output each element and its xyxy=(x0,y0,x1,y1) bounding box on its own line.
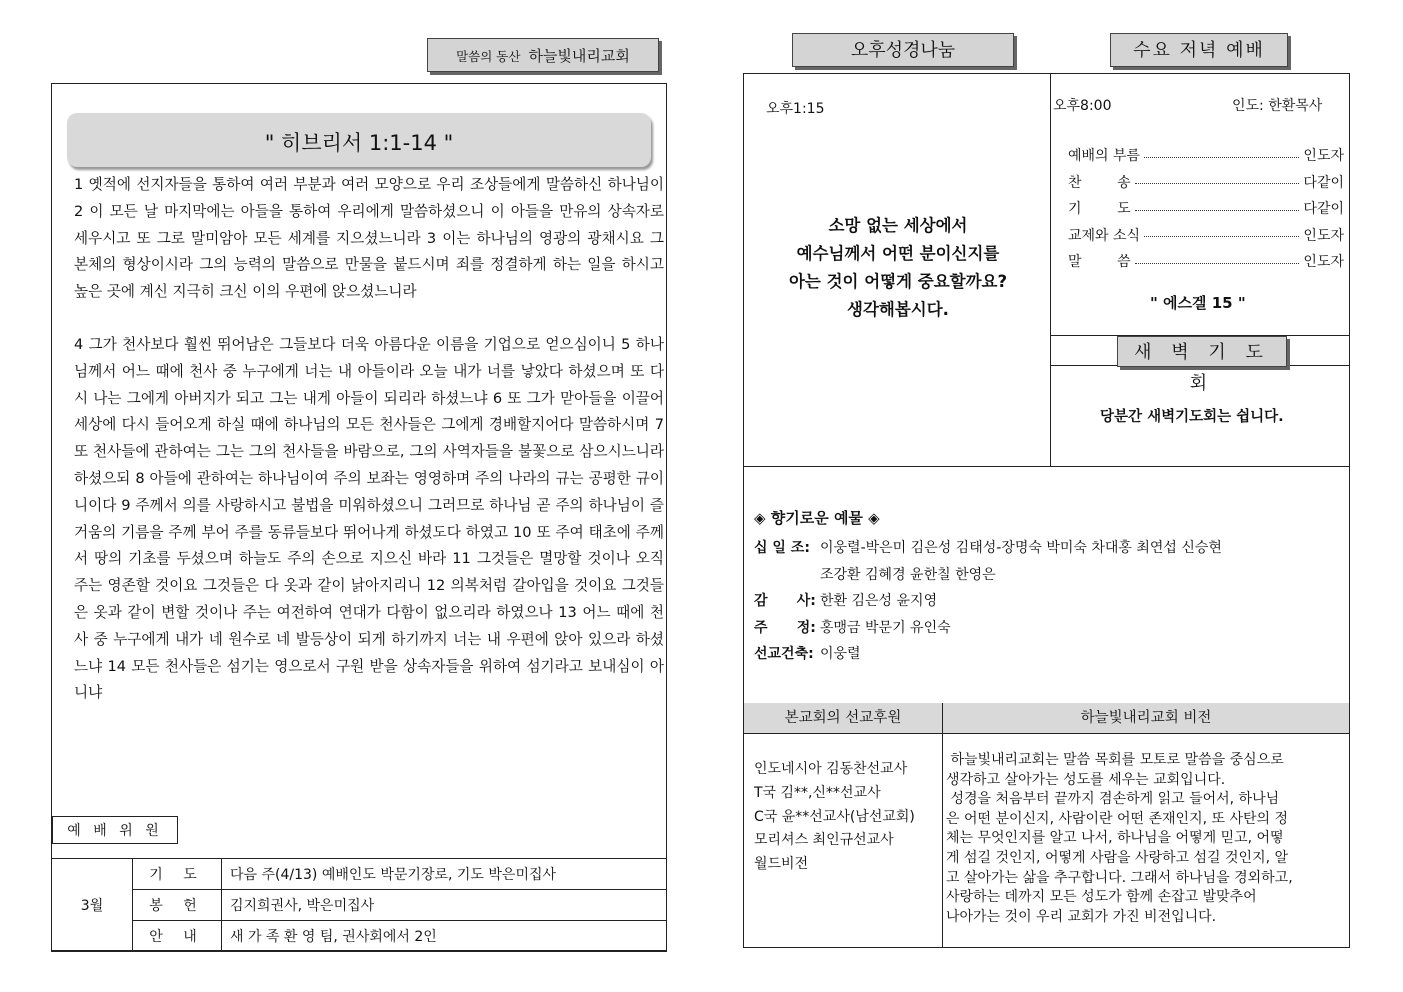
sermon-passage: " 에스겔 15 " xyxy=(1150,294,1246,312)
vision-line: 나아가는 것이 우리 교회가 가진 비전입니다. xyxy=(946,908,1217,925)
list-item: 월드비전 xyxy=(754,856,809,873)
vision-line: 고 살아가는 삶을 추구합니다. 그래서 하나님을 경외하고, xyxy=(946,869,1293,886)
vision-text xyxy=(946,751,1344,927)
wednesday-time: 오후8:00 xyxy=(1053,98,1112,114)
order-item: 말 씀 인도자 xyxy=(1068,254,1344,271)
list-item: 주 정: 홍맹금 박문기 유인숙 xyxy=(754,619,951,636)
order-item: 찬 송 다같이 xyxy=(1068,174,1344,191)
mission-support-header: 본교회의 선교후원 xyxy=(744,703,942,733)
role-cell: 봉 헌 xyxy=(133,890,222,921)
wednesday-leader: 인도: 한환목사 xyxy=(1232,98,1323,114)
list-item: C국 윤**선교사(남선교회) xyxy=(754,808,915,825)
divider xyxy=(743,733,1349,734)
table-row xyxy=(52,921,667,952)
vision-line: 사랑하는 데까지 모든 성도가 함께 손잡고 발맞추어 xyxy=(946,889,1257,906)
order-item: 기 도 다같이 xyxy=(1068,201,1344,218)
dawn-prayer-notice: 당분간 새벽기도회는 쉽니다. xyxy=(1100,409,1284,425)
order-item: 교제와 소식 인도자 xyxy=(1068,227,1344,244)
afternoon-time: 오후1:15 xyxy=(766,101,825,117)
list-item: T국 김**,신**선교사 xyxy=(754,784,881,801)
vision-line: 성경을 처음부터 끝까지 겸손하게 읽고 들어서, 하나님 xyxy=(946,791,1280,808)
list-item: 선교건축: 이웅렬 xyxy=(754,646,861,662)
role-cell: 안 내 xyxy=(133,921,222,952)
church-name-badge xyxy=(427,38,659,72)
scripture-text xyxy=(74,172,664,707)
table-row xyxy=(52,859,667,890)
discussion-question xyxy=(748,212,1048,324)
church-motto: 말씀의 동산 xyxy=(456,49,521,64)
vision-line: 게 섬길 것인지, 어떻게 사람을 사랑하고 섬길 것인지, 알 xyxy=(946,849,1289,866)
question-line: 생각해봅시다. xyxy=(847,300,949,319)
scripture-title: " 히브리서 1:1-14 " xyxy=(67,113,651,167)
offerings-title: ◈ 향기로운 예물 ◈ xyxy=(754,509,880,527)
vision-line: 체는 무엇인지를 알고 나서, 하나님을 어떻게 믿고, 어떻 xyxy=(946,830,1284,847)
month-cell: 3월 xyxy=(52,859,133,952)
scripture-paragraph-1: 1 옛적에 선지자들을 통하여 여러 부분과 여러 모양으로 우리 조상들에게 말씀하신 하나님이 2 이 모든 날 마지막에는 아들을 통하여 우리에게 말씀하셨으니 이 아들을 만유의 상속자로 세우시고 또 그로 말미암아 모든 세계를 지으셨느니라 3 이는 하나님의 영광의 광채시요 그 본체의 형상이시라 그의 능력의 말씀으로 만물을 붙드시며 죄를 정결하게 하는 일을 하시고 높은 곳에 계신 지극히 크신 이의 우편에 앉으셨느니라 xyxy=(74,176,664,301)
list-item: 인도네시아 김동찬선교사 xyxy=(754,761,908,777)
worship-committee-table xyxy=(51,858,667,952)
service-order xyxy=(1068,142,1344,275)
church-vision-header: 하늘빛내리교회 비전 xyxy=(943,703,1349,733)
offerings-list xyxy=(754,535,1222,668)
question-line: 아는 것이 어떻게 중요할까요? xyxy=(788,272,1008,291)
vision-line: 하늘빛내리교회는 말씀 목회를 모토로 말씀을 중심으로 xyxy=(946,752,1284,768)
order-item: 예배의 부름 인도자 xyxy=(1068,148,1344,165)
question-line: 예수님께서 어떤 분이신지를 xyxy=(796,244,1000,263)
duty-cell: 다음 주(4/13) 예배인도 박문기장로, 기도 박은미집사 xyxy=(222,859,667,890)
table-row xyxy=(52,890,667,921)
divider xyxy=(1050,73,1051,466)
mission-list xyxy=(754,758,915,877)
list-item: 십 일 조: 이웅렬-박은미 김은성 김태성-장명숙 박미숙 차대홍 최연섭 신승현 xyxy=(754,540,1222,556)
worship-committee-label: 예 배 위 원 xyxy=(52,816,178,844)
duty-cell: 새 가 족 환 영 팀, 권사회에서 2인 xyxy=(222,921,667,952)
question-line: 소망 없는 세상에서 xyxy=(828,216,968,235)
scripture-paragraph-2: 4 그가 천사보다 훨씬 뛰어남은 그들보다 더욱 아름다운 이름을 기업으로 얻으심이니 5 하나님께서 어느 때에 천사 중 누구에게 너는 내 아들이라 오늘 내가 너를 낳았다 하셨으며 또 다시 나는 그에게 아버지가 되고 그는 내게 아들이 되리라 하셨느냐 6 또 그가 맏아들을 이끌어 세상에 다시 들어오게 하실 때에 하나님의 모든 천사들은 그에게 경배할지어다 말씀하시며 7 또 천사들에 관하여는 그는 그의 천사들을 바람으로, 그의 사역자들을 불꽃으로 삼으시느니라 하셨으되 8 아들에 관하여는 하나님이여 주의 보좌는 영영하며 주의 나라의 규는 공평한 규이니이다 9 주께서 의를 사랑하시고 불법을 미워하셨으니 그러므로 하나님 곧 주의 하나님이 즐거움의 기름을 주께 부어 주를 동류들보다 뛰어나게 하셨도다 하였고 10 또 주여 태초에 주께서 땅의 기초를 두셨으며 하늘도 주의 손으로 지으신 바라 11 그것들은 멸망할 것이나 오직 주는 영존할 것이요 그것들은 다 옷과 같이 낡아지리니 12 의복처럼 갈아입을 것이요 그것들은 옷과 같이 변할 것이나 주는 여전하여 연대가 다함이 없으리라 하였으나 13 어느 때에 천사 중 누구에게 내가 네 원수로 네 발등상이 되게 하기까지 너는 내 우편에 앉아 있으라 하셨느냐 14 모든 천사들은 섬기는 영으로서 구원 받을 상속자들을 위하여 섬기라고 보내심이 아니냐 xyxy=(74,335,664,702)
wednesday-service-header: 수요 저녁 예배 xyxy=(1110,33,1288,67)
divider xyxy=(942,703,943,948)
list-item: 모리셔스 최인규선교사 xyxy=(754,832,894,849)
afternoon-study-header: 오후성경나눔 xyxy=(792,33,1014,67)
divider xyxy=(743,466,1349,467)
duty-cell: 김지희권사, 박은미집사 xyxy=(222,890,667,921)
church-name: 하늘빛내리교회 xyxy=(528,47,630,65)
vision-line: 생각하고 살아가는 성도를 세우는 교회입니다. xyxy=(946,771,1226,788)
role-cell: 기 도 xyxy=(133,859,222,890)
dawn-prayer-header: 새 벽 기 도 회 xyxy=(1117,336,1287,367)
list-item: 감 사: 한환 김은성 윤지영 xyxy=(754,593,938,609)
vision-line: 은 어떤 분이신지, 사람이란 어떤 존재인지, 또 사탄의 정 xyxy=(946,810,1289,827)
list-item: 조강환 김혜경 윤한칠 한영은 xyxy=(820,566,996,583)
